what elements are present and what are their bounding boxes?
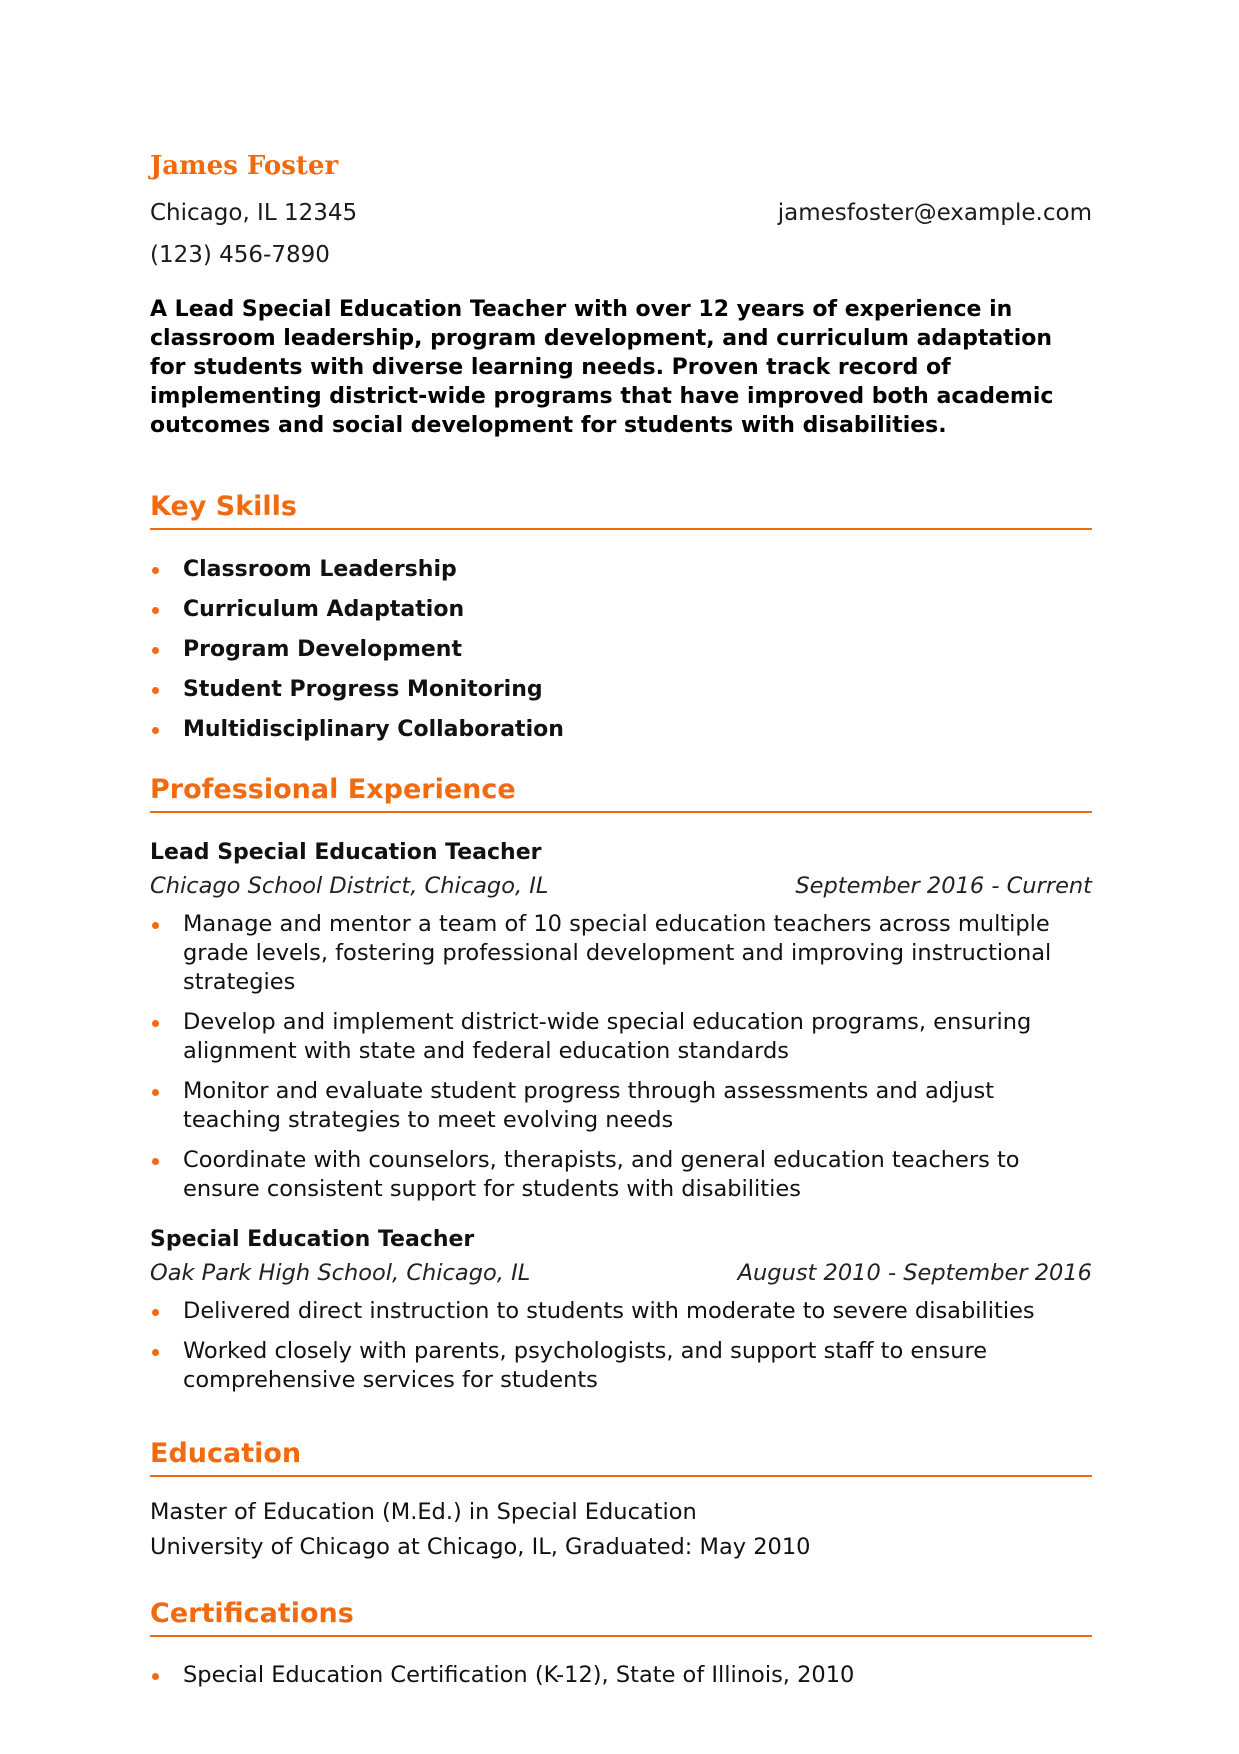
bullet-icon — [152, 607, 159, 614]
section-title-experience: Professional Experience — [150, 773, 1092, 813]
bullet-icon — [152, 567, 159, 574]
bullet-icon — [152, 1349, 159, 1356]
bullet-icon — [152, 727, 159, 734]
bullet-icon — [152, 1158, 159, 1165]
job-title: Special Education Teacher — [150, 1227, 475, 1252]
duty-item: Monitor and evaluate student progress through assessments and adjust teaching strategies to meet evolving needs — [150, 1077, 1092, 1135]
duty-item: Develop and implement district-wide special education programs, ensuring alignment with state and federal education standards — [150, 1008, 1092, 1066]
experience-section — [150, 773, 1092, 1406]
skills-section — [150, 490, 1092, 756]
phone-text: (123) 456-7890 — [150, 242, 330, 268]
contact-row-secondary — [150, 240, 1092, 270]
section-title-certifications: Certifications — [150, 1597, 1092, 1637]
duty-item: Delivered direct instruction to students with moderate to severe disabilities — [150, 1297, 1092, 1326]
bullet-icon — [152, 687, 159, 694]
education-entry — [150, 1495, 1092, 1565]
contact-row-primary — [150, 198, 1092, 228]
skill-item: Curriculum Adaptation — [150, 596, 1092, 624]
job-title: Lead Special Education Teacher — [150, 840, 542, 865]
job-meta — [150, 1258, 1092, 1288]
certifications-section — [150, 1597, 1092, 1701]
bullet-icon — [152, 647, 159, 654]
skill-item: Program Development — [150, 636, 1092, 664]
location-text: Chicago, IL 12345 — [150, 200, 358, 226]
skills-list — [150, 556, 1092, 744]
job-employer: Chicago School District, Chicago, IL — [150, 873, 549, 899]
certifications-list — [150, 1661, 1092, 1690]
job-meta — [150, 871, 1092, 901]
job-entry — [150, 1226, 1092, 1395]
job-dates: August 2010 - September 2016 — [737, 1260, 1092, 1286]
degree-text: Master of Education (M.Ed.) in Special Education — [150, 1499, 697, 1525]
duty-item: Worked closely with parents, psychologists, and support staff to ensure comprehensive services for students — [150, 1337, 1092, 1395]
bullet-icon — [152, 1020, 159, 1027]
duty-item: Manage and mentor a team of 10 special education teachers across multiple grade levels, fostering professional development and improving instructional strategies — [150, 910, 1092, 997]
job-dates: September 2016 - Current — [795, 873, 1092, 899]
bullet-icon — [152, 1673, 159, 1680]
job-duties-list — [150, 1297, 1092, 1395]
bullet-icon — [152, 922, 159, 929]
bullet-icon — [152, 1309, 159, 1316]
certification-item: Special Education Certification (K-12), State of Illinois, 2010 — [150, 1661, 1092, 1690]
skill-item: Student Progress Monitoring — [150, 676, 1092, 704]
school-text: University of Chicago at Chicago, IL, Graduated: May 2010 — [150, 1534, 811, 1560]
job-entry — [150, 839, 1092, 1204]
job-employer: Oak Park High School, Chicago, IL — [150, 1260, 531, 1286]
bullet-icon — [152, 1089, 159, 1096]
skill-item: Classroom Leadership — [150, 556, 1092, 584]
email-text: jamesfoster@example.com — [777, 200, 1092, 226]
skill-item: Multidisciplinary Collaboration — [150, 716, 1092, 744]
duty-item: Coordinate with counselors, therapists, and general education teachers to ensure consistent support for students with disabilities — [150, 1146, 1092, 1204]
education-section — [150, 1437, 1092, 1565]
section-title-skills: Key Skills — [150, 490, 1092, 530]
professional-summary: A Lead Special Education Teacher with over 12 years of experience in classroom leadership, program development, and curriculum adaptation for students with diverse learning needs. Proven track record of implementing district-wide programs that have improved both academic outcomes and social development for students with disabilities. — [150, 297, 1054, 438]
section-title-education: Education — [150, 1437, 1092, 1477]
job-duties-list — [150, 910, 1092, 1204]
candidate-name: James Foster — [150, 151, 339, 181]
